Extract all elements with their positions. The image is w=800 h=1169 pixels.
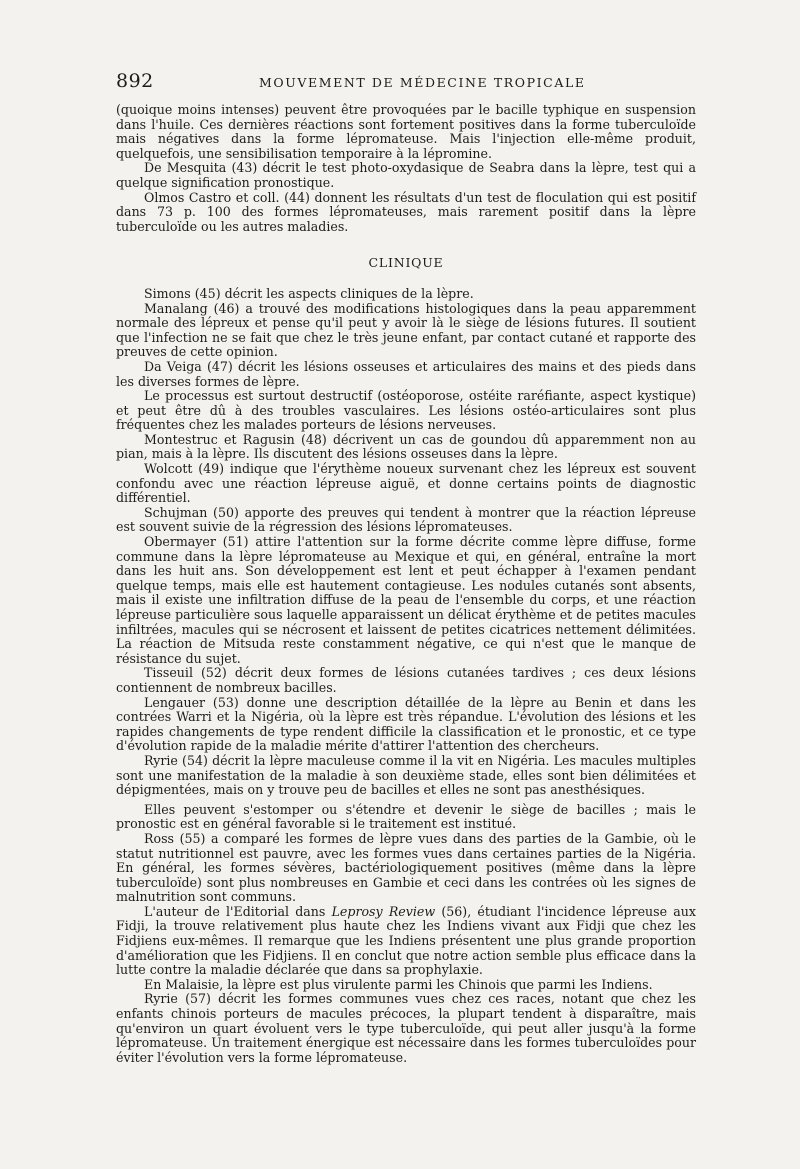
editorial-text-end: (56), étudiant l'incidence lépreuse aux Fidji, la trouve relativement plus haute chez les Indiens vivant aux Fidji que chez les Fidjiens eux-mêmes. Il remarque que les Indiens présentent une plus grande proportion d'amélioration que les Fidjiens. Il en conclut que notre action semble plus efficace dans la lutte contre la maladie déclarée que dans sa prophylaxie. xyxy=(116,903,697,978)
paragraph: Elles peuvent s'estomper ou s'étendre et devenir le siège de bacilles ; mais le pronostic est en général favorable si le traitement est institué. xyxy=(116,801,696,832)
paragraph: Montestruc et Ragusin (48) décrivent un cas de goundou dû apparemment non au pian, mais à la lèpre. Ils discutent des lésions osseuses dans la lèpre. xyxy=(116,431,696,462)
paragraph: Wolcott (49) indique que l'érythème noueux survenant chez les lépreux est souvent confondu avec une réaction lépreuse aiguë, et donne certains points de diagnostic différentiel. xyxy=(116,461,696,506)
paragraph: De Mesquita (43) décrit le test photo-oxydasique de Seabra dans la lèpre, test qui a quelque signification pronostique. xyxy=(116,160,696,190)
editorial-text-start: L'auteur de l'Editorial dans xyxy=(144,903,332,919)
paragraph: Manalang (46) a trouvé des modifications histologiques dans la peau apparemment normale des lépreux et pense qu'il peut y avoir là le siège de lésions futures. Il soutient que l'infection ne se fait que chez le très jeune enfant, par contact cutané et rapporte des preuves de cette opinion. xyxy=(116,300,696,360)
paragraph: Ryrie (57) décrit les formes communes vues chez ces races, notant que chez les enfants chinois porteurs de macules précoces, la plupart tendent à disparaître, mais qu'environ un quart évoluent vers le type tuberculoïde, qui peut aller jusqu'à la forme lépromateuse. Un traitement énergique est nécessaire dans les formes tuberculoïdes pour éviter l'évolution vers la forme lépromateuse. xyxy=(116,991,696,1065)
running-title: MOUVEMENT DE MÉDECINE TROPICALE xyxy=(259,75,586,90)
editorial-paragraph xyxy=(116,905,696,978)
paragraph: Tisseuil (52) décrit deux formes de lésions cutanées tardives ; ces deux lésions contiennent de nombreux bacilles. xyxy=(116,665,696,695)
paragraph: Schujman (50) apporte des preuves qui tendent à montrer que la réaction lépreuse est souvent suivie de la régression des lésions lépromateuses. xyxy=(116,504,696,535)
paragraph: Le processus est surtout destructif (ostéoporose, ostéite raréfiante, aspect kystique) et peut être dû à des troubles vasculaires. Les lésions ostéo-articulaires sont plus fréquentes chez les malades porteurs de lésions nerveuses. xyxy=(116,388,696,433)
paragraph: (quoique moins intenses) peuvent être provoquées par le bacille typhique en suspension dans l'huile. Ces dernières réactions sont fortement positives dans la forme tuberculoïde mais négatives dans la forme lépromateuse. Mais l'injection elle-même produit, quelquefois, une sensibilisation temporaire à la lépromine. xyxy=(116,102,696,161)
paragraph: Simons (45) décrit les aspects cliniques de la lèpre. xyxy=(144,285,474,301)
paragraph: Ryrie (54) décrit la lèpre maculeuse comme il la vit en Nigéria. Les macules multiples sont une manifestation de la maladie à son deuxième stade, elles sont bien délimitées et dépigmentées, mais on y trouve peu de bacilles et elles ne sont pas anesthésiques. xyxy=(116,752,696,798)
body-text xyxy=(116,103,696,1065)
paragraph: Lengauer (53) donne une description détaillée de la lèpre au Benin et dans les contrées Warri et la Nigéria, où la lèpre est très répandue. L'évolution des lésions et les rapides changements de type rendent difficile la classification et le pronostic, et ce type d'évolution rapide de la maladie mérite d'attirer l'attention des chercheurs. xyxy=(116,694,696,754)
paragraph: En Malaisie, la lèpre est plus virulente parmi les Chinois que parmi les Indiens. xyxy=(144,976,653,992)
paragraph: Da Veiga (47) décrit les lésions osseuses et articulaires des mains et des pieds dans les diverses formes de lèpre. xyxy=(116,358,696,389)
paragraph: Olmos Castro et coll. (44) donnent les résultats d'un test de floculation qui est positif dans 73 p. 100 des formes lépromateuses, mais rarement positif dans la lèpre tuberculoïde ou les autres maladies. xyxy=(116,189,696,234)
journal-title: Leprosy Review xyxy=(331,903,436,919)
page-header xyxy=(116,70,696,94)
paragraph: Obermayer (51) attire l'attention sur la forme décrite comme lèpre diffuse, forme commune dans la lèpre lépromateuse au Mexique et qui, en général, entraîne la mort dans les huit ans. Son développement est lent et peut échapper à l'examen pendant quelque temps, mais elle est hautement contagieuse. Les nodules cutanés sont absents, mais il existe une infiltration diffuse de la peau de l'ensemble du corps, et une réaction lépreuse particulière sous laquelle apparaissent un délicat érythème et de petites macules infiltrées, macules qui se nécrosent et laissent de petites cicatrices nettement délimitées. La réaction de Mitsuda reste constamment négative, ce qui n'est que le manque de résistance du sujet. xyxy=(116,534,696,666)
paragraph: Ross (55) a comparé les formes de lèpre vues dans des parties de la Gambie, où le statut nutritionnel est pauvre, avec les formes vues dans certaines parties de la Nigéria. En général, les formes sévères, bactériologiquement positives (même dans la lèpre tuberculoïde) sont plus nombreuses en Gambie et ceci dans les contrées où les signes de malnutrition sont communs. xyxy=(116,830,696,905)
page-number: 892 xyxy=(116,70,154,92)
section-heading: CLINIQUE xyxy=(368,255,444,271)
